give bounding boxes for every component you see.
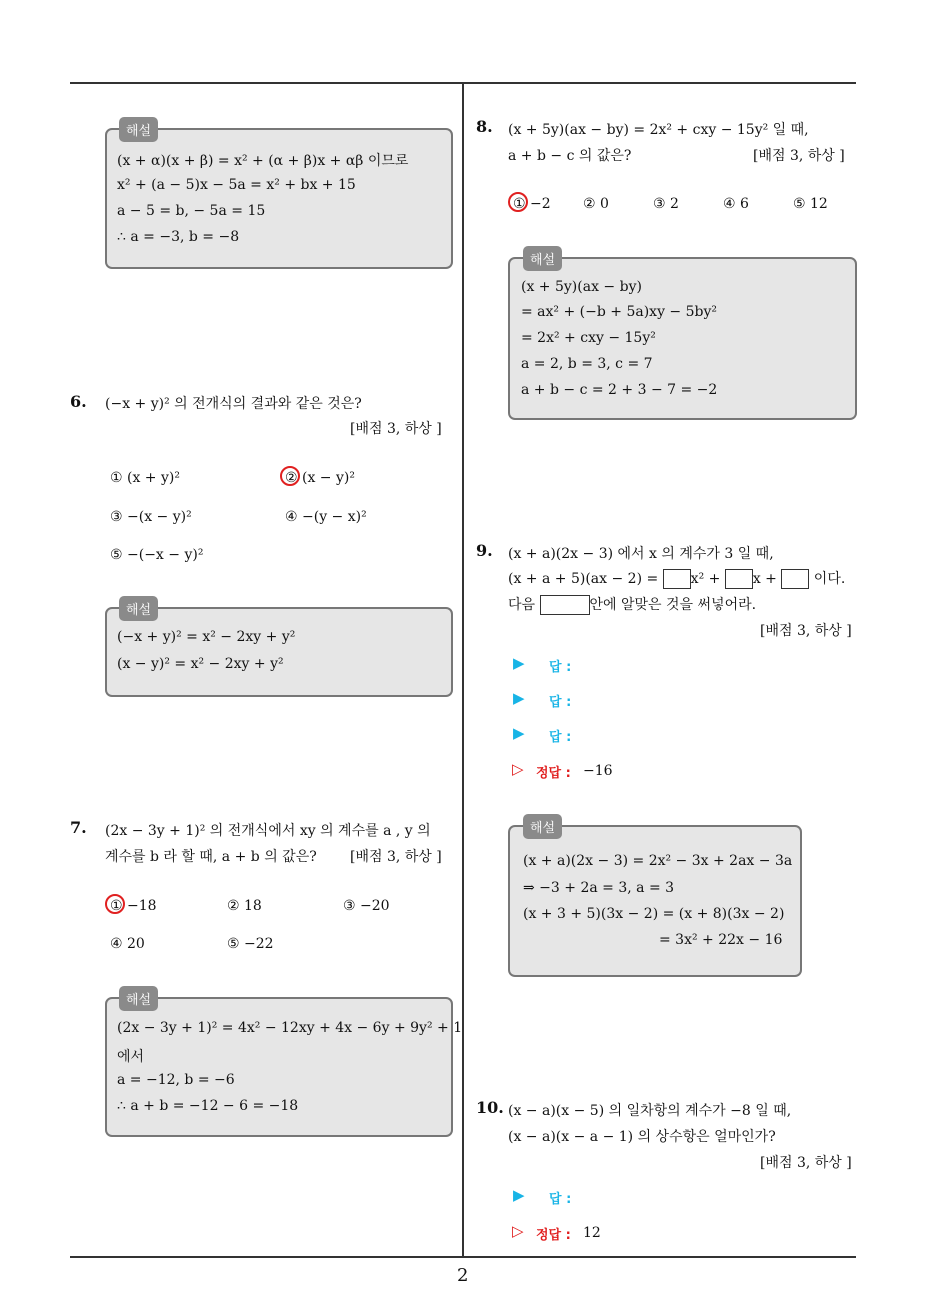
- page-number: 2: [457, 1265, 469, 1286]
- correct-answer-value: 12: [583, 1225, 601, 1241]
- blank-box[interactable]: [663, 569, 691, 589]
- score-meta: [배점 3, 하상 ]: [760, 1155, 852, 1171]
- explanation-line: (x + 3 + 5)(3x − 2) = (x + 8)(3x − 2): [523, 906, 785, 922]
- choice-3[interactable]: ③ 2: [653, 196, 679, 212]
- explanation-line: (2x − 3y + 1)² = 4x² − 12xy + 4x − 6y + 9y² + 1: [117, 1020, 463, 1036]
- choice-5[interactable]: ⑤ −(−x − y)²: [110, 547, 204, 563]
- explanation-line: = 3x² + 22x − 16: [659, 932, 783, 948]
- score-meta: [배점 3, 하상 ]: [760, 623, 852, 639]
- answer-arrow-icon: ▶: [513, 1186, 525, 1204]
- blank-box[interactable]: [781, 569, 809, 589]
- question-number: 6.: [70, 392, 87, 411]
- explanation-box-q7: [105, 997, 453, 1137]
- explanation-line: (x + a)(2x − 3) = 2x² − 3x + 2ax − 3a: [523, 853, 793, 869]
- answer-label[interactable]: 답 :: [549, 1192, 572, 1207]
- choice-5[interactable]: ⑤ 12: [793, 196, 828, 212]
- column-divider: [462, 83, 464, 1257]
- choice-2[interactable]: ② 0: [583, 196, 609, 212]
- explanation-line: (x + α)(x + β) = x² + (α + β)x + αβ 이므로: [117, 153, 409, 169]
- question-segment: 다음: [508, 597, 540, 613]
- explanation-line: x² + (a − 5)x − 5a = x² + bx + 15: [117, 177, 356, 193]
- explanation-line: = 2x² + cxy − 15y²: [521, 330, 656, 346]
- choice-3[interactable]: ③ −20: [343, 898, 390, 914]
- explanation-line: a = −12, b = −6: [117, 1072, 235, 1088]
- explanation-line: = ax² + (−b + 5a)xy − 5by²: [521, 304, 717, 320]
- explanation-line: ⇒ −3 + 2a = 3, a = 3: [523, 880, 675, 896]
- explanation-line: a = 2, b = 3, c = 7: [521, 356, 653, 372]
- question-text: a + b − c 의 값은?: [508, 148, 632, 164]
- question-text: (2x − 3y + 1)² 의 전개식에서 xy 의 계수를 a , y 의: [105, 823, 431, 839]
- correct-answer-icon: ▷: [512, 760, 524, 778]
- answer-arrow-icon: ▶: [513, 689, 525, 707]
- explanation-line: (x − y)² = x² − 2xy + y²: [117, 656, 284, 672]
- answer-arrow-icon: ▶: [513, 654, 525, 672]
- question-text: (x − a)(x − a − 1) 의 상수항은 얼마인가?: [508, 1129, 776, 1145]
- correct-answer-icon: ▷: [512, 1222, 524, 1240]
- blank-box[interactable]: [725, 569, 753, 589]
- score-meta: [배점 3, 하상 ]: [350, 849, 442, 865]
- answer-arrow-icon: ▶: [513, 724, 525, 742]
- selected-answer-mark: [105, 894, 125, 914]
- question-text-with-blanks: [508, 568, 845, 589]
- score-meta: [배점 3, 하상 ]: [753, 148, 845, 164]
- question-segment: 이다.: [809, 571, 846, 587]
- explanation-line: a − 5 = b, − 5a = 15: [117, 203, 266, 219]
- answer-label[interactable]: 답 :: [549, 730, 572, 745]
- question-number: 10.: [476, 1098, 504, 1117]
- explanation-tag: 해설: [119, 596, 158, 621]
- selected-answer-mark: [508, 192, 528, 212]
- question-segment: x² +: [690, 571, 725, 587]
- question-number: 8.: [476, 117, 493, 136]
- question-segment: x +: [752, 571, 782, 587]
- explanation-box-q6: [105, 607, 453, 697]
- choice-1[interactable]: ① −18: [110, 898, 157, 914]
- question-segment: (x + a + 5)(ax − 2) =: [508, 571, 663, 587]
- question-number: 9.: [476, 541, 493, 560]
- choice-4[interactable]: ④ 20: [110, 936, 145, 952]
- explanation-tag: 해설: [523, 814, 562, 839]
- explanation-line: ∴ a = −3, b = −8: [117, 229, 240, 245]
- question-text: (x + a)(2x − 3) 에서 x 의 계수가 3 일 때,: [508, 546, 774, 562]
- explanation-line: (−x + y)² = x² − 2xy + y²: [117, 629, 296, 645]
- explanation-line: a + b − c = 2 + 3 − 7 = −2: [521, 382, 718, 398]
- correct-answer-label: 정답 :: [536, 1228, 571, 1243]
- explanation-line: 에서: [117, 1049, 145, 1065]
- explanation-tag: 해설: [523, 246, 562, 271]
- explanation-tag: 해설: [119, 117, 158, 142]
- explanation-tag: 해설: [119, 986, 158, 1011]
- answer-label[interactable]: 답 :: [549, 695, 572, 710]
- choice-4[interactable]: ④ 6: [723, 196, 749, 212]
- explanation-line: (x + 5y)(ax − by): [521, 279, 642, 295]
- blank-box-sample: [540, 595, 590, 615]
- question-text: 계수를 b 라 할 때, a + b 의 값은?: [105, 849, 317, 865]
- explanation-box-q9: [508, 825, 802, 977]
- selected-answer-mark: [280, 466, 300, 486]
- question-number: 7.: [70, 818, 87, 837]
- correct-answer-label: 정답 :: [536, 766, 571, 781]
- choice-4[interactable]: ④ −(y − x)²: [285, 509, 367, 525]
- choice-2[interactable]: ② (x − y)²: [285, 470, 355, 486]
- choice-1[interactable]: ① (x + y)²: [110, 470, 180, 486]
- explanation-line: ∴ a + b = −12 − 6 = −18: [117, 1098, 299, 1114]
- question-instruction: [508, 594, 756, 615]
- score-meta: [배점 3, 하상 ]: [350, 421, 442, 437]
- question-text: (x + 5y)(ax − by) = 2x² + cxy − 15y² 일 때,: [508, 122, 809, 138]
- question-segment: 안에 알맞은 것을 써넣어라.: [589, 597, 757, 613]
- question-text: (−x + y)² 의 전개식의 결과와 같은 것은?: [105, 396, 362, 412]
- choice-3[interactable]: ③ −(x − y)²: [110, 509, 192, 525]
- correct-answer-value: −16: [583, 763, 613, 779]
- question-text: (x − a)(x − 5) 의 일차항의 계수가 −8 일 때,: [508, 1103, 792, 1119]
- choice-5[interactable]: ⑤ −22: [227, 936, 274, 952]
- choice-1[interactable]: ① −2: [513, 196, 551, 212]
- answer-label[interactable]: 답 :: [549, 660, 572, 675]
- choice-2[interactable]: ② 18: [227, 898, 262, 914]
